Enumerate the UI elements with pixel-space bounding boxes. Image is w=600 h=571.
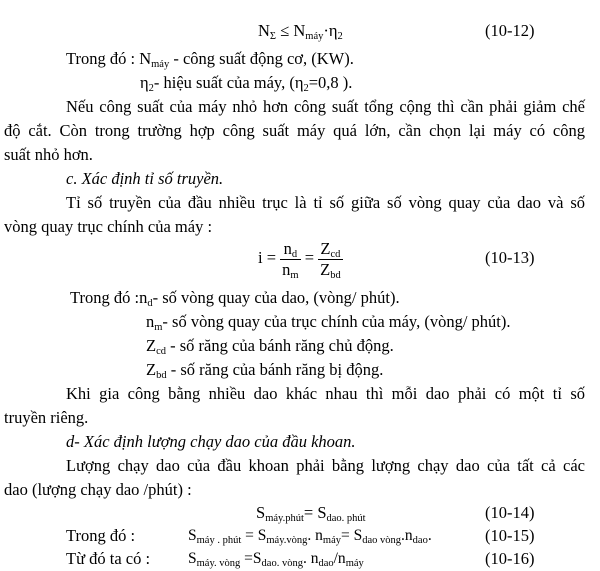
eq-sub: máy . phút bbox=[196, 535, 242, 546]
eq-sub: dao vòng bbox=[362, 535, 402, 546]
eq-text: = S bbox=[303, 503, 327, 522]
equation-10-15 bbox=[188, 526, 432, 546]
paragraph-line: Lượng chạy dao của đầu khoan phải bằng lượng chạy dao của tất cả các bbox=[66, 456, 585, 475]
eq-sub: m bbox=[290, 269, 299, 281]
eq-text: /n bbox=[333, 550, 346, 567]
text: - số vòng quay của trục chính của máy, (vòng/ phút). bbox=[162, 312, 511, 331]
text: - công suất động cơ, (KW). bbox=[169, 49, 354, 68]
eq-sub: dao. phút bbox=[326, 513, 366, 524]
eq-text: Z bbox=[320, 238, 331, 258]
equation-10-15-lead: Trong đó : bbox=[66, 526, 136, 545]
eq-text: n bbox=[283, 238, 292, 258]
equation-number: (10-12) bbox=[485, 21, 535, 40]
eq-sub: bd bbox=[330, 269, 341, 281]
text: η bbox=[140, 73, 149, 92]
eq-text: n bbox=[282, 259, 291, 279]
paragraph-line: Tỉ số truyền của đầu nhiều trục là tỉ số giữa số vòng quay của dao và số bbox=[66, 193, 585, 212]
text: - số vòng quay của dao, (vòng/ phút). bbox=[152, 288, 400, 307]
eq-sub: máy. vòng bbox=[196, 558, 241, 569]
denominator bbox=[318, 260, 343, 280]
where-line-1 bbox=[66, 49, 354, 69]
definition-line bbox=[70, 288, 400, 308]
equation-10-16 bbox=[188, 549, 364, 569]
eq-text: ≤ N bbox=[276, 21, 306, 40]
eq-text: S bbox=[188, 527, 197, 544]
text: Trong đó : N bbox=[66, 49, 152, 68]
paragraph-line: độ cắt. Còn trong trường hợp công suất máy quá lớn, cần chọn lại máy có công bbox=[4, 121, 585, 140]
equation-number: (10-13) bbox=[485, 248, 535, 267]
paragraph-line: vòng quay trục chính của máy : bbox=[4, 217, 213, 236]
equation-number: (10-15) bbox=[485, 526, 535, 545]
eq-text: =S bbox=[240, 550, 262, 567]
section-heading: d- Xác định lượng chạy dao của đầu khoan. bbox=[66, 432, 356, 451]
sub: bd bbox=[156, 370, 167, 381]
eq-text: i = bbox=[258, 248, 277, 267]
eq-sub: cd bbox=[330, 248, 341, 260]
eq-text: = bbox=[304, 248, 314, 267]
paragraph-line: Khi gia công bằng nhiều dao khác nhau thì mỗi dao phải có một tỉ số bbox=[66, 384, 585, 403]
equation-number: (10-16) bbox=[485, 549, 535, 568]
text: - số răng của bánh răng chủ động. bbox=[166, 336, 394, 355]
equation-10-12 bbox=[258, 21, 343, 41]
eq-text: . n bbox=[307, 527, 323, 544]
text: - hiệu suất của máy, (η bbox=[153, 73, 304, 92]
eq-sub: máy bbox=[322, 535, 341, 546]
sub: d bbox=[147, 298, 153, 309]
eq-sub: dao bbox=[412, 535, 428, 546]
definition-line bbox=[146, 360, 383, 380]
eq-text: = S bbox=[241, 527, 267, 544]
numerator bbox=[280, 239, 300, 260]
sub: cd bbox=[156, 346, 167, 357]
eq-sub: máy bbox=[305, 31, 324, 42]
numerator bbox=[318, 239, 343, 260]
fraction bbox=[280, 239, 300, 280]
text: n bbox=[146, 312, 155, 331]
text: Trong đó :n bbox=[70, 288, 148, 307]
text: - số răng của bánh răng bị động. bbox=[166, 360, 384, 379]
eq-sub: máy bbox=[345, 558, 364, 569]
sub: 2 bbox=[303, 83, 309, 94]
paragraph-line: Nếu công suất của máy nhỏ hơn công suất tổng cộng thì cần phải giảm chế bbox=[66, 97, 585, 116]
text: =0,8 ). bbox=[308, 73, 353, 92]
equation-10-16-lead: Từ đó ta có : bbox=[66, 549, 151, 568]
sub: m bbox=[154, 322, 163, 333]
eq-text: = S bbox=[340, 527, 363, 544]
section-heading: c. Xác định tỉ số truyền. bbox=[66, 169, 224, 188]
eq-text: . n bbox=[302, 550, 319, 567]
eq-text: S bbox=[256, 503, 266, 522]
eq-sub: dao. vòng bbox=[261, 558, 303, 569]
text: Z bbox=[146, 360, 157, 379]
eq-sub: dao bbox=[318, 558, 334, 569]
paragraph-line: suất nhỏ hơn. bbox=[4, 145, 93, 164]
eq-sub: máy.phút bbox=[265, 513, 304, 524]
eq-sub: Σ bbox=[269, 31, 277, 42]
paragraph-line: dao (lượng chạy dao /phút) : bbox=[4, 480, 192, 499]
equation-10-14 bbox=[256, 503, 366, 523]
eq-sub: 2 bbox=[337, 31, 343, 42]
fraction bbox=[318, 239, 343, 280]
text: Z bbox=[146, 336, 157, 355]
equation-10-13 bbox=[258, 236, 343, 280]
eq-text: S bbox=[188, 550, 197, 567]
eq-sub: máy.vòng bbox=[266, 535, 308, 546]
eq-text: Z bbox=[320, 259, 331, 279]
sub: 2 bbox=[148, 83, 154, 94]
eq-text: .n bbox=[401, 527, 413, 544]
eq-text: ·η bbox=[323, 21, 338, 40]
definition-line bbox=[146, 312, 511, 332]
denominator bbox=[280, 260, 300, 280]
definition-line bbox=[146, 336, 394, 356]
paragraph-line: truyền riêng. bbox=[4, 408, 89, 427]
eq-sub: d bbox=[291, 248, 298, 260]
equation-number: (10-14) bbox=[485, 503, 535, 522]
where-line-2 bbox=[140, 73, 352, 93]
eq-text: N bbox=[258, 21, 270, 40]
eq-text: . bbox=[427, 527, 432, 544]
sub: máy bbox=[151, 59, 170, 70]
